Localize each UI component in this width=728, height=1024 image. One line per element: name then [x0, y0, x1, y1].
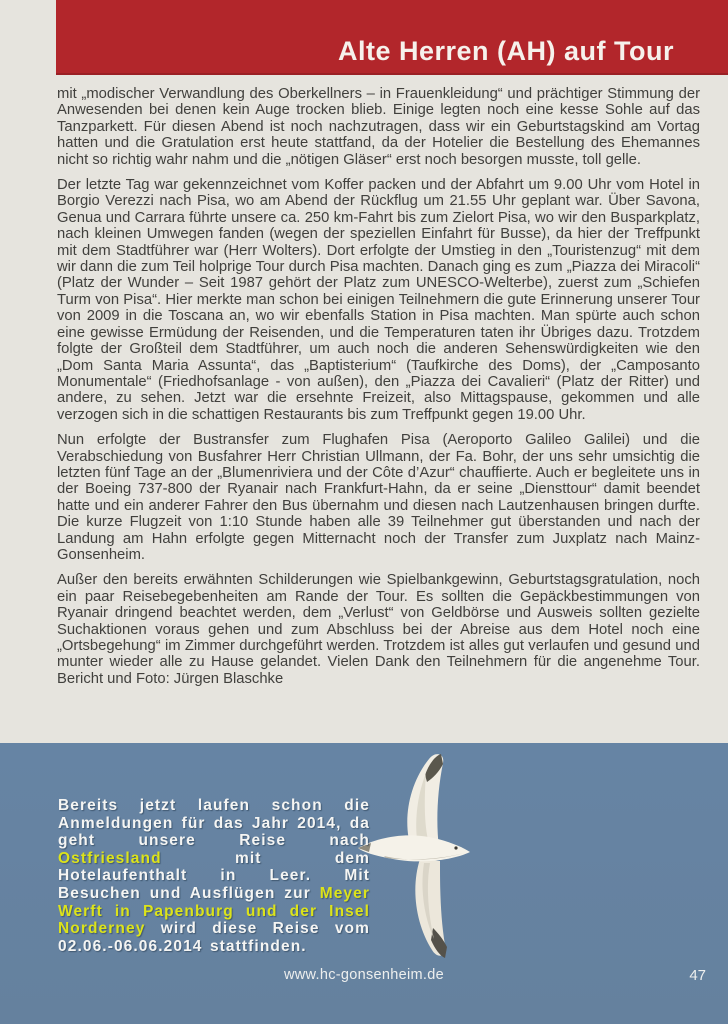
website-url: www.hc-gonsenheim.de [284, 967, 444, 983]
page-number: 47 [689, 967, 706, 984]
section-title: Alte Herren (AH) auf Tour [337, 36, 674, 66]
article-paragraph: Außer den bereits erwähnten Schilderungen wie Spielbankgewinn, Geburtstagsgratulation, noch ein paar Reisebegebenheiten am Rande der Tour. Es sollten die Gepäckbestimmungen von Ryanair dringend beachtet werden, dem „Verlust“ von Geldbörse und Ausweis sollten gezielte Suchaktionen voraus gehen und zum Abschluss bei der Abreise aus dem Hotel noch eine „Ortsbegehung“ im Zimmer durchgeführt werden. Trotzdem ist alles gut verlaufen und gesund und munter wieder alle zu Hause gelandet. Vielen Dank den Teilnehmern für die angenehme Tour. Bericht und Foto: Jürgen Blaschke [57, 572, 700, 687]
announcement-highlight: Ostfriesland [58, 849, 162, 867]
announcement-segment: mit dem Hotelaufenthalt in Leer. Mit Besuchen und Ausflügen zur [58, 849, 370, 902]
announcement-highlight: Meyer Werft in Papenburg und der Insel Norderney [58, 884, 370, 938]
article-paragraph: Der letzte Tag war gekennzeichnet vom Koffer packen und der Abfahrt um 9.00 Uhr vom Hotel in Borgio Verezzi nach Pisa, wo am Abend der Rückflug um 21.55 Uhr geplant war. Über Savona, Genua und Carrara führte unsere ca. 250 km-Fahrt bis zum Zielort Pisa, wo wir den Busparkplatz, nach kleinen Umwegen fanden (wegen der speziellen Einfahrt für Busse), da hier der Treffpunkt mit dem Stadtführer war (Herr Wolters). Dort erfolgte der Umstieg in den „Touristenzug“ mit dem wir dann die zum Teil holprige Tour durch Pisa machten. Danach ging es zum „Piazza dei Miracoli“ (Platz der Wunder – Seit 1987 gehört der Platz zum UNESCO-Welterbe), zuerst zum „Schiefen Turm von Pisa“. Hier merkte man schon bei einigen Teilnehmern die gute Erinnerung unserer Tour von 2009 in die Toscana an, wo wir ebenfalls Station in Pisa machten. Man spürte auch schon eine gewisse Ermüdung der Reisenden, und die Temperaturen taten ihr Übriges dazu. Trotzdem folgte der Großteil dem Stadtführer, um auch noch die anderen Sehenswürdigkeiten wie den „Dom Santa Maria Assunta“, das „Baptisterium“ (Taufkirche des Doms), der „Camposanto Monumentale“ (Friedhofsanlage - von außen), den „Piazza dei Cavalieri“ (Platz der Ritter) und andere, zu sehen. Jetzt war die ersehnte Freizeit, also Mittagspause, gekommen und alle verzogen sich in die schattigen Restaurants bis zum Treffpunkt gegen 19.00 Uhr. [57, 177, 700, 423]
announcement-segment: wird diese Reise vom 02.06.-06.06.2014 stattfinden. [58, 920, 370, 955]
article-paragraph: Nun erfolgte der Bustransfer zum Flughafen Pisa (Aeroporto Galileo Galilei) und die Verabschiedung von Busfahrer Herr Christian Ullmann, der Fa. Bohr, der uns sehr umsichtig die letzten fünf Tage an der „Blumenriviera und der Côte d’Azur“ chauffierte. Auch er begleitete uns in der Boeing 737-800 der Ryanair nach Frankfurt-Hahn, da er seine „Diensttour“ damit beendet hatte und ein anderer Fahrer den Bus übernahm und diesen nach Lautzenhausen bringen durfte. Die kurze Flugzeit von 1:10 Stunde haben alle 39 Teilnehmer gut überstanden und nach der Landung am Hahn erfolgte gegen Mitternacht noch der Transfer zum Juxplatz nach Mainz-Gonsenheim. [57, 432, 700, 563]
announcement-photo [0, 743, 728, 1024]
article-body [57, 86, 700, 696]
announcement-segment: Bereits jetzt laufen schon die Anmeldungen für das Jahr 2014, da geht unsere Reise nach [58, 797, 370, 850]
announcement-text [58, 797, 370, 955]
article-paragraph: mit „modischer Verwandlung des Oberkellners – in Frauenkleidung“ und prächtiger Stimmung der Anwesenden bei denen kein Auge trocken blieb. Einige legten noch eine kesse Sohle auf das Tanzparkett. Für diesen Abend ist noch nachzutragen, dass wir ein Geburtstagskind am Vortag hatten und die Gratulation erst heute stattfand, da der Hotelier die Bestellung des Ehemannes nicht so richtig wahr nahm und die „nötigen Gläser“ erst noch besorgen musste, toll gelle. [57, 86, 700, 168]
seagull-photo [352, 751, 502, 966]
section-header-bar [56, 0, 728, 75]
